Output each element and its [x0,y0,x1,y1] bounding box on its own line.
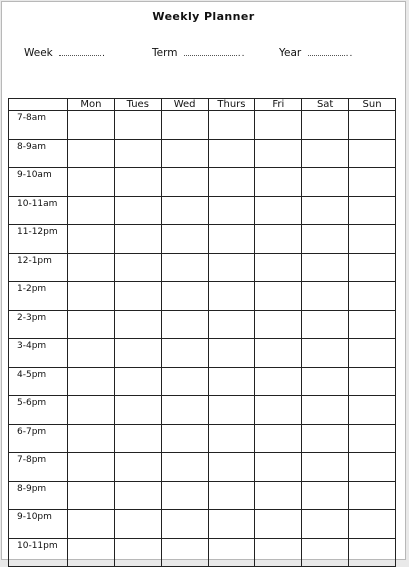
day-header-thurs: Thurs [208,99,255,111]
planner-cell[interactable] [349,339,396,368]
grid-body [9,111,396,567]
planner-cell[interactable] [302,139,349,168]
planner-cell[interactable] [255,310,302,339]
planner-cell[interactable] [68,168,115,197]
planner-cell[interactable] [161,396,208,425]
time-row [9,367,396,396]
time-slot-label: 7-8pm [9,453,68,482]
planner-cell[interactable] [349,481,396,510]
planner-cell[interactable] [208,111,255,140]
planner-cell[interactable] [114,196,161,225]
planner-cell[interactable] [161,424,208,453]
planner-cell[interactable] [161,225,208,254]
planner-cell[interactable] [161,168,208,197]
planner-cell[interactable] [349,111,396,140]
planner-cell[interactable] [68,367,115,396]
week-blank[interactable] [59,48,101,56]
planner-cell[interactable] [114,538,161,567]
time-slot-label: 12-1pm [9,253,68,282]
planner-cell[interactable] [114,111,161,140]
planner-cell[interactable] [255,367,302,396]
planner-cell[interactable] [161,339,208,368]
planner-cell[interactable] [208,253,255,282]
time-slot-label: 2-3pm [9,310,68,339]
time-slot-label: 11-12pm [9,225,68,254]
planner-cell[interactable] [68,196,115,225]
time-row [9,424,396,453]
planner-cell[interactable] [68,538,115,567]
time-row [9,282,396,311]
time-row [9,139,396,168]
planner-cell[interactable] [68,310,115,339]
planner-cell[interactable] [68,253,115,282]
time-row [9,168,396,197]
time-slot-label: 7-8am [9,111,68,140]
planner-cell[interactable] [255,225,302,254]
time-slot-label: 10-11am [9,196,68,225]
planner-cell[interactable] [114,168,161,197]
planner-cell[interactable] [208,139,255,168]
week-label: Week [24,47,53,59]
planner-cell[interactable] [255,253,302,282]
planner-cell[interactable] [255,282,302,311]
planner-cell[interactable] [114,339,161,368]
term-tail: .. [237,49,246,59]
planner-cell[interactable] [208,424,255,453]
time-row [9,339,396,368]
planner-cell[interactable] [68,453,115,482]
planner-cell[interactable] [302,538,349,567]
planner-cell[interactable] [349,225,396,254]
planner-cell[interactable] [255,510,302,539]
planner-cell[interactable] [161,453,208,482]
planner-cell[interactable] [114,481,161,510]
planner-cell[interactable] [302,253,349,282]
planner-cell[interactable] [68,282,115,311]
planner-cell[interactable] [114,310,161,339]
planner-cell[interactable] [349,396,396,425]
term-blank[interactable] [184,48,237,56]
planner-cell[interactable] [349,510,396,539]
planner-cell[interactable] [114,453,161,482]
planner-cell[interactable] [208,481,255,510]
planner-cell[interactable] [255,481,302,510]
planner-cell[interactable] [161,253,208,282]
day-header-tues: Tues [114,99,161,111]
planner-cell[interactable] [349,282,396,311]
planner-cell[interactable] [349,310,396,339]
time-row [9,481,396,510]
time-row [9,225,396,254]
planner-cell[interactable] [255,339,302,368]
planner-cell[interactable] [255,196,302,225]
time-slot-label: 10-11pm [9,538,68,567]
planner-cell[interactable] [114,253,161,282]
planner-cell[interactable] [302,168,349,197]
planner-cell[interactable] [161,481,208,510]
time-row [9,396,396,425]
planner-cell[interactable] [302,510,349,539]
planner-cell[interactable] [208,282,255,311]
planner-cell[interactable] [255,168,302,197]
time-row [9,253,396,282]
planner-cell[interactable] [208,510,255,539]
planner-cell[interactable] [255,139,302,168]
planner-cell[interactable] [114,367,161,396]
planner-cell[interactable] [255,111,302,140]
day-header-sat: Sat [302,99,349,111]
planner-cell[interactable] [208,225,255,254]
planner-cell[interactable] [68,481,115,510]
term-field [152,47,246,59]
planner-cell[interactable] [208,310,255,339]
corner-cell [9,99,68,111]
planner-cell[interactable] [349,367,396,396]
term-label: Term [152,47,178,59]
year-field [279,47,353,59]
time-row [9,510,396,539]
planner-cell[interactable] [161,310,208,339]
week-tail: . [102,49,106,59]
day-header-mon: Mon [68,99,115,111]
planner-cell[interactable] [161,111,208,140]
planner-cell[interactable] [161,367,208,396]
time-slot-label: 3-4pm [9,339,68,368]
planner-cell[interactable] [302,339,349,368]
planner-cell[interactable] [302,225,349,254]
planner-cell[interactable] [114,225,161,254]
planner-cell[interactable] [255,453,302,482]
time-slot-label: 5-6pm [9,396,68,425]
planner-cell[interactable] [68,111,115,140]
planner-cell[interactable] [349,253,396,282]
planner-cell[interactable] [255,538,302,567]
year-label: Year [279,47,302,59]
planner-grid [8,98,396,567]
planner-cell[interactable] [302,282,349,311]
planner-cell[interactable] [208,339,255,368]
time-row [9,196,396,225]
planner-cell[interactable] [161,538,208,567]
planner-cell[interactable] [349,538,396,567]
planner-cell[interactable] [114,139,161,168]
planner-cell[interactable] [208,453,255,482]
planner-cell[interactable] [349,424,396,453]
week-field [24,47,106,59]
planner-cell[interactable] [302,396,349,425]
time-row [9,538,396,567]
planner-cell[interactable] [114,396,161,425]
time-slot-label: 9-10pm [9,510,68,539]
planner-cell[interactable] [208,396,255,425]
planner-cell[interactable] [208,367,255,396]
planner-cell[interactable] [302,111,349,140]
time-slot-label: 9-10am [9,168,68,197]
planner-cell[interactable] [114,282,161,311]
planner-cell[interactable] [68,424,115,453]
year-blank[interactable] [308,48,345,56]
time-slot-label: 6-7pm [9,424,68,453]
planner-cell[interactable] [161,139,208,168]
time-slot-label: 8-9pm [9,481,68,510]
planner-cell[interactable] [302,453,349,482]
planner-cell[interactable] [302,481,349,510]
planner-cell[interactable] [349,139,396,168]
day-header-wed: Wed [161,99,208,111]
planner-cell[interactable] [68,339,115,368]
planner-cell[interactable] [161,510,208,539]
time-row [9,453,396,482]
planner-cell[interactable] [255,424,302,453]
planner-cell[interactable] [302,310,349,339]
planner-cell[interactable] [114,510,161,539]
planner-cell[interactable] [302,196,349,225]
time-row [9,111,396,140]
planner-cell[interactable] [302,367,349,396]
time-row [9,310,396,339]
page-title: Weekly Planner [152,10,255,23]
planner-cell[interactable] [302,424,349,453]
day-header-sun: Sun [349,99,396,111]
time-slot-label: 4-5pm [9,367,68,396]
planner-cell[interactable] [349,196,396,225]
planner-cell[interactable] [68,396,115,425]
planner-cell[interactable] [208,538,255,567]
planner-cell[interactable] [114,424,161,453]
planner-cell[interactable] [161,282,208,311]
planner-cell[interactable] [161,196,208,225]
header-row [9,99,396,111]
planner-cell[interactable] [255,396,302,425]
planner-cell[interactable] [68,225,115,254]
planner-cell[interactable] [349,453,396,482]
day-header-fri: Fri [255,99,302,111]
year-tail: .. [345,49,354,59]
planner-cell[interactable] [68,510,115,539]
planner-cell[interactable] [208,168,255,197]
time-slot-label: 8-9am [9,139,68,168]
planner-cell[interactable] [208,196,255,225]
planner-cell[interactable] [349,168,396,197]
time-slot-label: 1-2pm [9,282,68,311]
planner-cell[interactable] [68,139,115,168]
planner-page [1,1,406,560]
